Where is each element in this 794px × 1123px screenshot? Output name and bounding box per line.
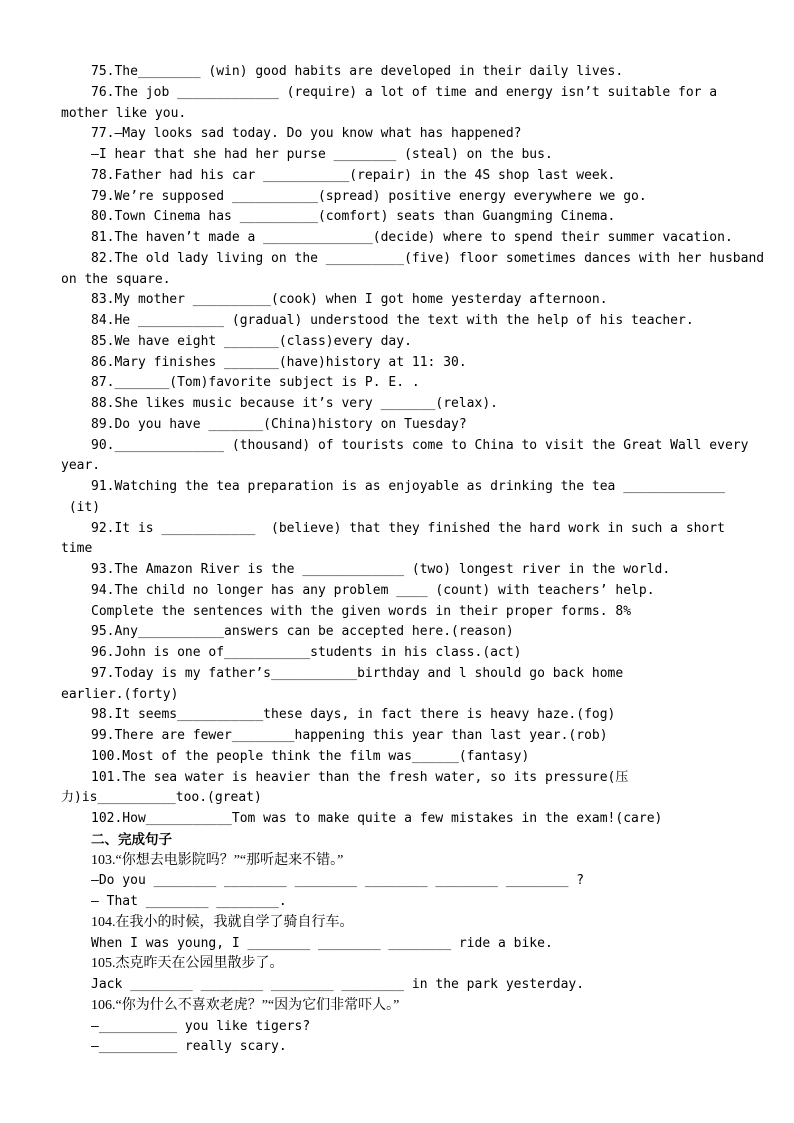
exercise-line: 98.It seems___________these days, in fact there is heavy haze.(fog): [91, 707, 616, 723]
exercise-line: 101.The sea water is heavier than the fresh water, so its pressure(压: [91, 769, 629, 785]
worksheet-page: [0, 62, 794, 1058]
exercise-line: —Do you ________ ________ ________ ________ ________ ________ ?: [91, 873, 585, 889]
exercise-line: 90.______________ (thousand) of tourists come to China to visit the Great Wall every: [91, 437, 749, 453]
exercise-line: —__________ really scary.: [91, 1039, 287, 1055]
exercise-line: — That ________ ________.: [91, 894, 287, 909]
exercise-line: Jack ________ ________ ________ ________ in the park yesterday.: [91, 977, 585, 992]
exercise-line: 91.Watching the tea preparation is as enjoyable as drinking the tea _____________: [91, 479, 725, 494]
exercise-line: 77.—May looks sad today. Do you know what has happened?: [91, 126, 522, 142]
exercise-line: time: [61, 541, 93, 557]
exercise-line: 103.“你想去电影院吗？”“那听起来不错。”: [91, 852, 344, 868]
exercise-line: 85.We have eight _______(class)every day.: [91, 333, 412, 349]
exercise-line: 76.The job _____________ (require) a lot of time and energy isn’t suitable for a: [91, 84, 718, 100]
exercise-line: 79.We’re supposed ___________(spread) positive energy everywhere we go.: [91, 188, 647, 204]
exercise-line: 86.Mary finishes _______(have)history at 11: 30.: [91, 354, 467, 370]
exercise-line: 88.She likes music because it’s very _______(relax).: [91, 396, 498, 411]
exercise-line: 89.Do you have _______(China)history on Tuesday?: [91, 416, 467, 432]
exercise-line: 96.John is one of___________students in his class.(act): [91, 645, 522, 660]
exercise-line: —__________ you like tigers?: [91, 1018, 311, 1034]
exercise-line: 97.Today is my father’s___________birthday and l should go back home: [91, 665, 624, 681]
exercise-line: When I was young, I ________ ________ ________ ride a bike.: [91, 935, 553, 951]
exercise-line: 104.在我小的时候，我就自学了骑自行车。: [91, 914, 354, 930]
exercise-line: —I hear that she had her purse ________ (steal) on the bus.: [91, 147, 553, 162]
exercise-line: 93.The Amazon River is the _____________ (two) longest river in the world.: [91, 562, 671, 577]
exercise-line: on the square.: [61, 271, 171, 287]
exercise-line: 94.The child no longer has any problem ____ (count) with teachers’ help.: [91, 582, 655, 598]
exercise-line: 75.The________ (win) good habits are developed in their daily lives.: [91, 64, 624, 79]
exercise-line: 99.There are fewer________happening this year than last year.(rob): [91, 728, 608, 743]
exercise-line: year.: [61, 458, 101, 474]
section-heading: 二、完成句子: [91, 831, 172, 848]
exercise-line: 力)is__________too.(great): [61, 790, 262, 806]
exercise-line: 105.杰克昨天在公园里散步了。: [91, 956, 284, 972]
exercise-line: 84.He ___________ (gradual) understood the text with the help of his teacher.: [91, 313, 694, 328]
exercise-line: 78.Father had his car ___________(repair) in the 4S shop last week.: [91, 167, 616, 183]
exercise-line: 81.The haven’t made a ______________(decide) where to spend their summer vacation.: [91, 230, 733, 245]
exercise-line: 95.Any___________answers can be accepted here.(reason): [91, 624, 514, 640]
exercise-line: (it): [61, 499, 101, 515]
exercise-line: earlier.(forty): [61, 686, 179, 702]
exercise-line: 106.“你为什么不喜欢老虎？”“因为它们非常吓人。”: [91, 997, 400, 1013]
exercise-line: mother like you.: [61, 105, 187, 121]
exercise-line: 87._______(Tom)favorite subject is P. E. .: [91, 375, 420, 391]
exercise-line: 80.Town Cinema has __________(comfort) seats than Guangming Cinema.: [91, 209, 616, 225]
exercise-line: Complete the sentences with the given words in their proper forms. 8%: [91, 603, 632, 619]
exercise-line: 100.Most of the people think the film was______(fantasy): [91, 748, 530, 764]
exercise-line: 82.The old lady living on the __________(five) floor sometimes dances with her husband: [91, 250, 765, 266]
exercise-line: 102.How___________Tom was to make quite a few mistakes in the exam!(care): [91, 811, 663, 826]
exercise-line: 92.It is ____________ (believe) that they finished the hard work in such a short: [91, 520, 725, 536]
exercise-line: 83.My mother __________(cook) when I got home yesterday afternoon.: [91, 292, 608, 308]
